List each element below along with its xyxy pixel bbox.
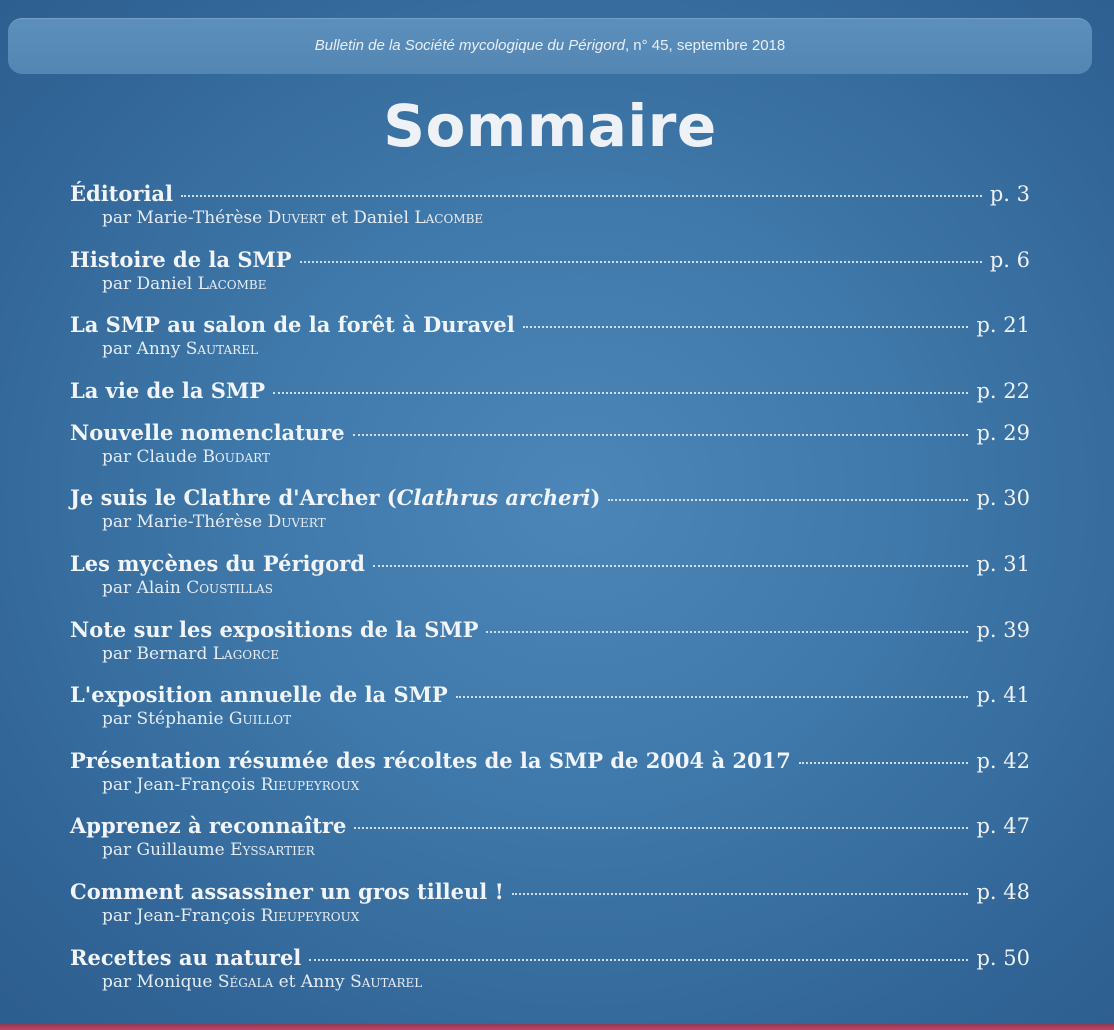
toc-entry-page: p. 41 — [976, 683, 1030, 708]
author-surname: Rieupeyroux — [260, 905, 360, 926]
toc-entry-line — [70, 551, 1030, 581]
toc-entry-line — [70, 682, 1030, 712]
dot-leader — [799, 762, 969, 764]
author-text: par Marie-Thérèse — [102, 512, 268, 533]
toc-entry-author — [102, 906, 1030, 926]
toc-entry-title-text: L'exposition annuelle de la SMP — [70, 682, 448, 708]
toc-entry-title — [70, 617, 478, 642]
toc-entry-title — [70, 813, 346, 838]
toc-entry-title-text: La SMP au salon de la forêt à Duravel — [70, 312, 515, 338]
author-text: par Jean-François — [102, 905, 261, 926]
toc-entry-line — [70, 378, 1030, 408]
dot-leader — [353, 434, 969, 436]
author-text: par Alain — [102, 577, 187, 598]
page-title: Sommaire — [383, 92, 717, 160]
dot-leader — [486, 631, 968, 633]
toc-entry-page: p. 30 — [976, 486, 1030, 511]
toc-entry-title-text: Je suis le Clathre d'Archer ( — [70, 485, 397, 511]
toc-entry-line — [70, 879, 1030, 909]
toc-entry-title-text: Éditorial — [70, 181, 174, 206]
toc-entry-title — [70, 551, 365, 576]
author-surname: Boudart — [202, 446, 270, 467]
author-surname: Guillot — [228, 709, 292, 730]
toc-entry-page: p. 47 — [976, 814, 1030, 839]
toc-entry-title — [70, 748, 791, 773]
toc-entry-title — [70, 945, 301, 970]
toc-entry — [70, 945, 1030, 1011]
author-text: et Anny — [273, 971, 351, 992]
bulletin-reference — [8, 37, 1092, 54]
toc-entry-title-text: Présentation résumée des récoltes de la SMP de 2004 à 2017 — [70, 747, 791, 773]
dot-leader — [300, 261, 982, 263]
toc-entry — [70, 378, 1030, 420]
toc-entry-page: p. 29 — [976, 420, 1030, 445]
toc-entry-page: p. 42 — [976, 748, 1030, 773]
toc-entry-author — [102, 512, 1030, 532]
toc-entry-title — [70, 247, 292, 272]
toc-entry-author — [102, 972, 1030, 992]
toc-entry-page: p. 22 — [976, 378, 1030, 403]
toc-entry-page: p. 21 — [976, 313, 1030, 338]
dot-leader — [608, 499, 968, 501]
toc-entry-author — [102, 578, 1030, 598]
author-surname: Lacombe — [197, 273, 267, 294]
author-surname: Duvert — [267, 208, 326, 228]
dot-leader — [273, 392, 968, 394]
toc-entry-title — [70, 485, 600, 510]
toc-entry-line — [70, 181, 1030, 211]
toc-entry-line — [70, 312, 1030, 342]
toc-entry — [70, 181, 1030, 247]
toc-entry-title-text: Apprenez à reconnaître — [70, 813, 347, 839]
dot-leader — [309, 959, 968, 961]
issue-info: , n° 45, septembre 2018 — [624, 37, 786, 54]
author-text: par Claude — [102, 446, 203, 467]
dot-leader — [373, 565, 969, 567]
author-surname: Lagorce — [212, 643, 280, 664]
toc-entry-line — [70, 945, 1030, 975]
author-text: par Guillaume — [102, 840, 231, 861]
toc-entry-title-species: Clathrus archeri — [396, 485, 591, 511]
toc-entry-author — [102, 775, 1030, 795]
toc-entry-title — [70, 378, 265, 403]
toc-entry — [70, 748, 1030, 814]
toc-entry-author — [102, 274, 1030, 294]
toc-entry-page: p. 48 — [976, 879, 1030, 904]
journal-name: Bulletin de la Société mycologique du Périgord — [314, 37, 625, 54]
author-surname: Lacombe — [414, 208, 484, 228]
toc-entry-title-text: Note sur les expositions de la SMP — [70, 616, 479, 642]
author-surname: Ségala — [217, 971, 274, 992]
toc-entry-author — [102, 339, 1030, 359]
toc-entry — [70, 312, 1030, 378]
toc-entry-author — [102, 840, 1030, 860]
bottom-edge-strip — [0, 1024, 1114, 1030]
author-surname: Eyssartier — [230, 840, 315, 861]
author-surname: Coustillas — [186, 577, 273, 598]
author-text: et Daniel — [325, 208, 415, 228]
toc-entry-title-text: Recettes au naturel — [70, 944, 302, 970]
toc-entry-title-text: Histoire de la SMP — [70, 246, 292, 272]
toc-entry-page: p. 6 — [989, 247, 1030, 272]
author-surname: Rieupeyroux — [260, 774, 360, 795]
toc-entry-author — [102, 208, 1030, 228]
toc-entry-line — [70, 485, 1030, 515]
toc-entry-page: p. 31 — [976, 551, 1030, 576]
toc-entry-line — [70, 748, 1030, 778]
toc-entry — [70, 617, 1030, 683]
toc-entry-line — [70, 247, 1030, 277]
toc-entry-title — [70, 312, 515, 337]
toc-entry-title-text: La vie de la SMP — [70, 377, 265, 403]
toc-entry-author — [102, 644, 1030, 664]
toc-entry-title-suffix: ) — [590, 485, 601, 511]
toc-entry — [70, 247, 1030, 313]
author-text: par Jean-François — [102, 774, 261, 795]
toc-entry-page: p. 39 — [976, 617, 1030, 642]
toc-entry — [70, 879, 1030, 945]
toc-entry-page: p. 50 — [976, 945, 1030, 970]
toc-entry — [70, 420, 1030, 486]
toc-entry-author — [102, 447, 1030, 467]
toc-entry-author — [102, 709, 1030, 729]
author-text: par Marie-Thérèse — [102, 208, 268, 228]
author-surname: Sautarel — [185, 339, 258, 360]
toc-entry-page: p. 3 — [989, 182, 1030, 206]
author-text: par Daniel — [102, 273, 198, 294]
toc-entry — [70, 551, 1030, 617]
toc-entry-title-text: Les mycènes du Périgord — [70, 550, 365, 576]
author-text: par Bernard — [102, 643, 213, 664]
dot-leader — [456, 696, 969, 698]
author-surname: Sautarel — [350, 971, 423, 992]
toc-entry-title-text: Nouvelle nomenclature — [70, 419, 345, 445]
toc-entry-title — [70, 181, 173, 206]
toc-entry-line — [70, 813, 1030, 843]
author-surname: Duvert — [267, 512, 326, 533]
toc-entry — [70, 813, 1030, 879]
toc-entry-title — [70, 879, 504, 904]
author-text: par Monique — [102, 971, 218, 992]
toc-entry-line — [70, 420, 1030, 450]
dot-leader — [523, 326, 969, 328]
header-banner — [8, 18, 1092, 74]
toc-entry-title-text: Comment assassiner un gros tilleul ! — [70, 878, 504, 904]
dot-leader — [354, 827, 968, 829]
dot-leader — [181, 195, 982, 197]
author-text: par Anny — [102, 339, 186, 360]
toc-entry-line — [70, 617, 1030, 647]
toc-entry-title — [70, 682, 448, 707]
author-text: par Stéphanie — [102, 709, 229, 730]
toc-entry — [70, 485, 1030, 551]
dot-leader — [512, 893, 969, 895]
toc-entry-title — [70, 420, 345, 445]
toc-entry — [70, 682, 1030, 748]
table-of-contents — [70, 181, 1030, 1010]
